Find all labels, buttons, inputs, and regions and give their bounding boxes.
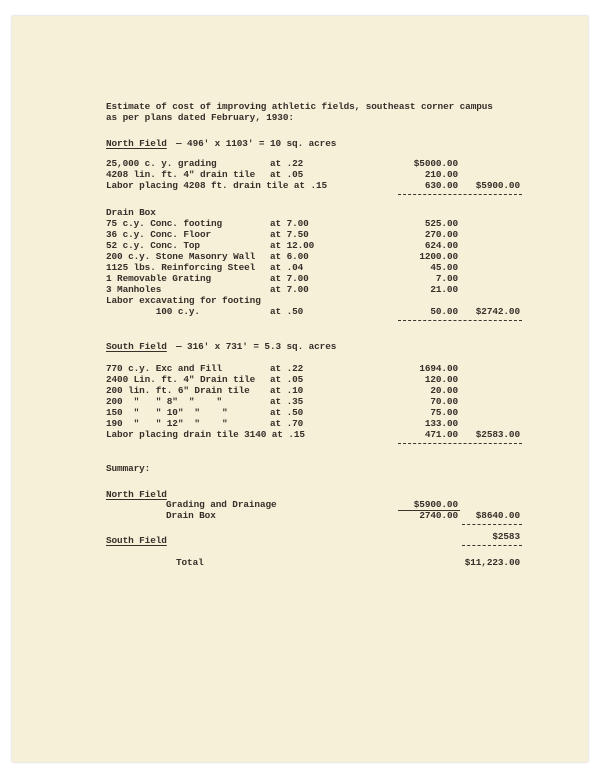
drain-box-item-desc: Labor excavating for footing xyxy=(106,295,261,306)
south-field-dimensions: — 316' x 731' = 5.3 sq. acres xyxy=(176,341,337,352)
drain-box-item-amount: 7.00 xyxy=(435,273,458,284)
divider xyxy=(462,524,522,525)
drain-box-item-amount: 45.00 xyxy=(430,262,458,273)
divider xyxy=(398,510,460,511)
summary-north-label: North Field xyxy=(106,489,167,500)
south-field-title: South Field xyxy=(106,341,167,352)
drain-box-item-amount: 50.00 xyxy=(430,306,458,317)
drain-box-item-rate: at .04 xyxy=(270,262,304,273)
south-item-amount: 471.00 xyxy=(424,429,458,440)
south-item-desc: 150 " " 10" " " xyxy=(106,407,228,418)
drain-box-item-amount: 21.00 xyxy=(430,284,458,295)
drain-box-item-desc: 75 c.y. Conc. footing xyxy=(106,218,223,229)
south-item-desc: 190 " " 12" " " xyxy=(106,418,228,429)
south-item-rate: at .35 xyxy=(270,396,304,407)
drain-box-item-rate: at 7.00 xyxy=(270,273,309,284)
summary-drainbox-label: Drain Box xyxy=(166,510,216,521)
north-item-amount: 630.00 xyxy=(424,180,458,191)
north-item-amount: $5000.00 xyxy=(413,158,458,169)
north-field-dimensions: — 496' x 1103' = 10 sq. acres xyxy=(176,138,337,149)
south-item-amount: 133.00 xyxy=(424,418,458,429)
south-item-amount: 20.00 xyxy=(430,385,458,396)
summary-grading-amount: $5900.00 xyxy=(413,499,458,510)
drain-box-item-desc: 52 c.y. Conc. Top xyxy=(106,240,200,251)
south-item-amount: 70.00 xyxy=(430,396,458,407)
drain-box-item-rate: at .50 xyxy=(270,306,304,317)
south-item-desc: 770 c.y. Exc and Fill xyxy=(106,363,223,374)
divider xyxy=(398,320,522,321)
drain-box-item-desc: 200 c.y. Stone Masonry Wall xyxy=(106,251,256,262)
drain-box-item-rate: at 7.00 xyxy=(270,218,309,229)
south-item-desc: 200 " " 8" " " xyxy=(106,396,223,407)
south-item-desc: Labor placing drain tile 3140 at .15 xyxy=(106,429,305,440)
drain-box-item-rate: at 7.50 xyxy=(270,229,309,240)
summary-south-total: $2583 xyxy=(492,531,520,542)
grand-total: $11,223.00 xyxy=(464,557,520,568)
drain-box-item-amount: 1200.00 xyxy=(419,251,458,262)
heading-line-1: Estimate of cost of improving athletic fields, southeast corner campus xyxy=(106,101,493,112)
summary-south-label: South Field xyxy=(106,535,167,546)
drain-box-title: Drain Box xyxy=(106,207,156,218)
summary-total-label: Total xyxy=(176,557,204,568)
drain-box-item-desc: 3 Manholes xyxy=(106,284,162,295)
south-item-amount: 75.00 xyxy=(430,407,458,418)
summary-north-total: $8640.00 xyxy=(475,510,520,521)
drain-box-item-rate: at 6.00 xyxy=(270,251,309,262)
drain-box-item-rate: at 12.00 xyxy=(270,240,315,251)
divider xyxy=(398,194,522,195)
summary-drainbox-amount: 2740.00 xyxy=(419,510,458,521)
drain-box-item-desc: 100 c.y. xyxy=(106,306,200,317)
south-item-rate: at .10 xyxy=(270,385,304,396)
south-subtotal: $2583.00 xyxy=(475,429,520,440)
drain-box-item-desc: 1 Removable Grating xyxy=(106,273,211,284)
north-item-amount: 210.00 xyxy=(424,169,458,180)
drain-box-subtotal: $2742.00 xyxy=(475,306,520,317)
north-subtotal: $5900.00 xyxy=(475,180,520,191)
south-item-desc: 200 lin. ft. 6" Drain tile xyxy=(106,385,250,396)
divider xyxy=(462,545,522,546)
summary-grading-label: Grading and Drainage xyxy=(166,499,277,510)
drain-box-item-amount: 270.00 xyxy=(424,229,458,240)
north-item-desc: 25,000 c. y. grading xyxy=(106,158,217,169)
drain-box-item-desc: 36 c.y. Conc. Floor xyxy=(106,229,211,240)
north-field-title: North Field xyxy=(106,138,167,149)
south-item-desc: 2400 Lin. ft. 4" Drain tile xyxy=(106,374,256,385)
south-item-amount: 1694.00 xyxy=(419,363,458,374)
south-item-amount: 120.00 xyxy=(424,374,458,385)
north-item-desc: Labor placing 4208 ft. drain tile at .15 xyxy=(106,180,328,191)
divider xyxy=(398,443,522,444)
south-item-rate: at .70 xyxy=(270,418,304,429)
drain-box-item-rate: at 7.00 xyxy=(270,284,309,295)
north-item-rate: at .05 xyxy=(270,169,304,180)
south-item-rate: at .05 xyxy=(270,374,304,385)
north-item-rate: at .22 xyxy=(270,158,304,169)
summary-title: Summary: xyxy=(106,463,151,474)
south-item-rate: at .22 xyxy=(270,363,304,374)
drain-box-item-desc: 1125 lbs. Reinforcing Steel xyxy=(106,262,256,273)
heading-line-2: as per plans dated February, 1930: xyxy=(106,112,294,123)
drain-box-item-amount: 624.00 xyxy=(424,240,458,251)
south-item-rate: at .50 xyxy=(270,407,304,418)
drain-box-item-amount: 525.00 xyxy=(424,218,458,229)
north-item-desc: 4208 lin. ft. 4" drain tile xyxy=(106,169,256,180)
